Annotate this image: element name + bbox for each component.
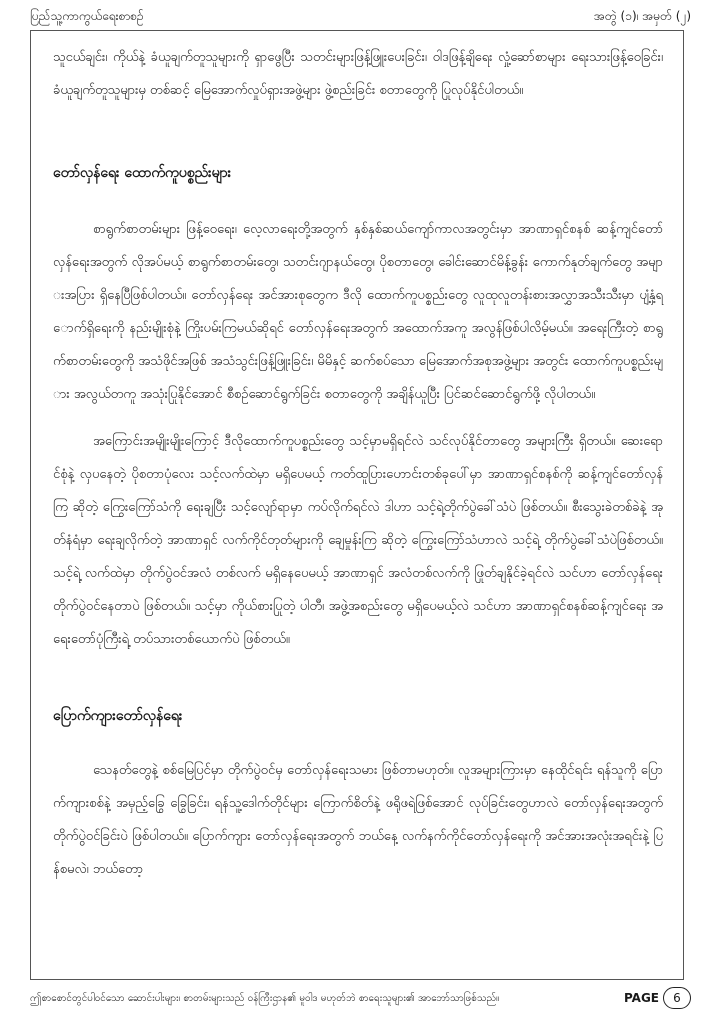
text-line: နည်းမျိုးစုံနဲ့ ကြိုးပမ်းကြမယ်ဆိုရင် တော်လှန်ရေးအတွက် အထောက်အကူ အလွန်ဖြစ်ပါလိမ့်မယ်။ အရေးကြီးတဲ့ [129,321,639,336]
section-heading-guerrilla: ပြောက်ကျားတော်လှန်ရေး [53,708,183,724]
text-line: တော်လှန်ရေးအတွက် ဘယ်နေ့ လက်နက်ကိုင်တော်လှန်ရေးကို အင်အားအလုံးအရင်းနဲ့ ပြန်စမလဲ၊ ဘယ်တော့ [53,829,663,877]
text-line: ရှိတယ်။ ဆေးရောင်စုံနဲ့ လှပနေတဲ့ ပိုစတာပုံလေး သင့်လက်ထဲမှာ မရှိပေမယ့် ကတ်ထူပြားဟောင်းတစ်ခုပေါ်မှာ [53,434,663,482]
text-line: ရေးသားဖြန့်ဝေခြင်း၊ ခံယူချက်တူသူများမှ တစ်ဆင့် မြေအောက်လှုပ်ရှားအဖွဲ့များ ဖွဲ့စည်းခြင်း စတာတွေကို [53,50,664,98]
publication-title: ပြည်သူ့ကာကွယ်ရေးစာစဉ် [30,9,144,23]
issue-info: အတွဲ (၁)၊ အမှတ် (၂) [594,9,691,23]
text-line: ဒါဟာ သင့်ရဲ့တိုက်ပွဲခေါ်သံပဲ ဖြစ်တယ်။ စီးသွေးခဲတစ်ခဲနဲ့ အုတ်နံရံမှာ ရေးချလိုက်တဲ့ အာဏာရှင် [53,500,664,548]
content-frame [30,30,684,980]
text-line: စာရွက်စာတမ်းတွေကို အသံဖိုင်အဖြစ် အသံသွင်းဖြန့်ဖြူးခြင်း၊ မိမိနှင့် ဆက်စပ်သော မြေအောက်အစုအဖွဲ့များ [53,321,663,369]
text-line: ပြုလုပ်နိုင်ပါတယ်။ [441,83,524,98]
text-line: ပြင်ဆင်ဆောင်ရွက်ဖို့ လိုပါတယ်။ [444,387,596,402]
text-line: သူငယ်ချင်း၊ ကိုယ်နဲ့ ခံယူချက်တူသူများကို ရှာဖွေပြီး သတင်းများဖြန့်ဖြူးပေးခြင်း၊ ဝါဒဖြန့်ချိရေး လှုံ့ဆော်စာများ [53,50,566,65]
intro-paragraph [53,41,663,107]
text-line: လက်ကိုင်တုတ်များကို ချေမှုန်းကြ ဆိုတဲ့ ကြွေးကြော်သံဟာလဲ သင့်ရဲ့ တိုက်ပွဲခေါ်သံပဲဖြစ်တယ်။ သင့်ရဲ့ [53,533,663,581]
text-line: အကြောင်းအမျိုးမျိုးကြောင့် ဒီလိုထောက်ကူပစ္စည်းတွေ သင့်မှာမရှိရင်လဲ သင်လုပ်နိုင်တာတွေ အများကြီး [93,434,574,449]
text-line: လက်ထဲမှာ တိုက်ပွဲဝင်အလံ တစ်လက် မရှိနေပေမယ့် အာဏာရှင် အလံတစ်လက်ကို ဖြုတ်ချနိုင်ခဲ့ရင်လဲ သင်ဟာ [84,566,597,581]
page-header [30,6,691,28]
text-line: စာရွက်စာတမ်းများ ဖြန့်ဝေရေး၊ လေ့လာရေးတို့အတွက် နှစ်နှစ်ဆယ်ကျော်ကာလအတွင်းမှာ [93,222,513,237]
page-number: 6 [663,987,691,1009]
page-indicator [624,987,691,1009]
text-line: ပိုစတာတွေ၊ ခေါင်းဆောင်မိန့်ခွန်း ကောက်နုတ်ချက်တွေ အများအပြား ရှိနေပြီဖြစ်ပါတယ်။ တော်လှန်ရေး [53,255,663,303]
page-label: PAGE [623,991,659,1005]
text-line: သင်ဟာ အာဏာရှင်စနစ်ဆန့်ကျင်ရေး အရေးတော်ပုံကြီးရဲ့ တပ်သားတစ်ယောက်ပဲ ဖြစ်တယ်။ [53,599,664,647]
supplies-paragraph-2 [53,425,663,656]
disclaimer-note: ဤစာစောင်တွင်ပါဝင်သော ဆောင်းပါးများ၊ စာတမ်းများသည် ဝန်ကြီးဌာန၏ မူဝါဒ မဟုတ်ဘဲ စာရေးသူများ၏ အာဘော်သာဖြစ်သည်။ [30,992,500,1004]
text-line: ဖရိုဖရဲဖြစ်အောင် လုပ်ခြင်းတွေဟာလဲ တော်လှန်ရေးအတွက် တိုက်ပွဲဝင်ခြင်းပဲ ဖြစ်ပါတယ်။ ပြောက်ကျား [53,796,664,844]
guerrilla-paragraph-1 [53,754,663,886]
text-line: အာဏာရှင်စနစ် ဆန့်ကျင်တော်လှန်ရေးအတွက် လိုအပ်မယ့် စာရွက်စာတမ်းတွေ၊ သတင်းဂျာနယ်တွေ၊ [53,222,663,270]
text-line: အာဏာရှင်စနစ်ကို ဆန့်ကျင်တော်လှန်ကြ ဆိုတဲ့ ကြွေးကြော်သံကို ရေးချပြီး သင့်လျော်ရာမှာ ကပ်လိုက်ရင်လဲ [53,467,663,515]
text-line: တော်လှန်ရေးတိုက်ပွဲဝင်နေတာပဲ ဖြစ်တယ်။ သင့်မှာ ကိုယ်စားပြုတဲ့ ပါတီ၊ အဖွဲ့အစည်းတွေ မရှိပေမယ့်လဲ [53,566,663,614]
page-footer [30,984,691,1012]
text-line: နေထိုင်ရင်း ရန်သူကို ပြောက်ကျားစစ်နဲ့ အမှည့်ခြွေ ခြွေခြင်း၊ ရန်သူ့ဒေါက်တိုင်များ ကြောက်စိတ်နဲ့ [53,763,663,811]
text-line: အင်အားစုတွေက ဒီလို ထောက်ကူပစ္စည်းတွေ လူထုလူတန်းစားအလွှာအသီးသီးမှာ ပျံ့နှံ့ရောက်ရှိရေးကို [53,288,664,336]
section-heading-supplies: တော်လှန်ရေး ထောက်ကူပစ္စည်းများ [53,165,232,181]
text-line: သေနတ်တွေနဲ့ စစ်မြေပြင်မှာ တိုက်ပွဲဝင်မှ တော်လှန်ရေးသမား ဖြစ်တာမဟုတ်။ လူအများကြားမှာ [93,763,537,778]
supplies-paragraph-1 [53,213,663,411]
text-line: အတွင်း ထောက်ကူပစ္စည်းများ အလွယ်တကူ အသုံးပြုနိုင်အောင် စီစဉ်ဆောင်ရွက်ခြင်း စတာတွေကို အချိန်ယူပြီး [53,354,663,402]
